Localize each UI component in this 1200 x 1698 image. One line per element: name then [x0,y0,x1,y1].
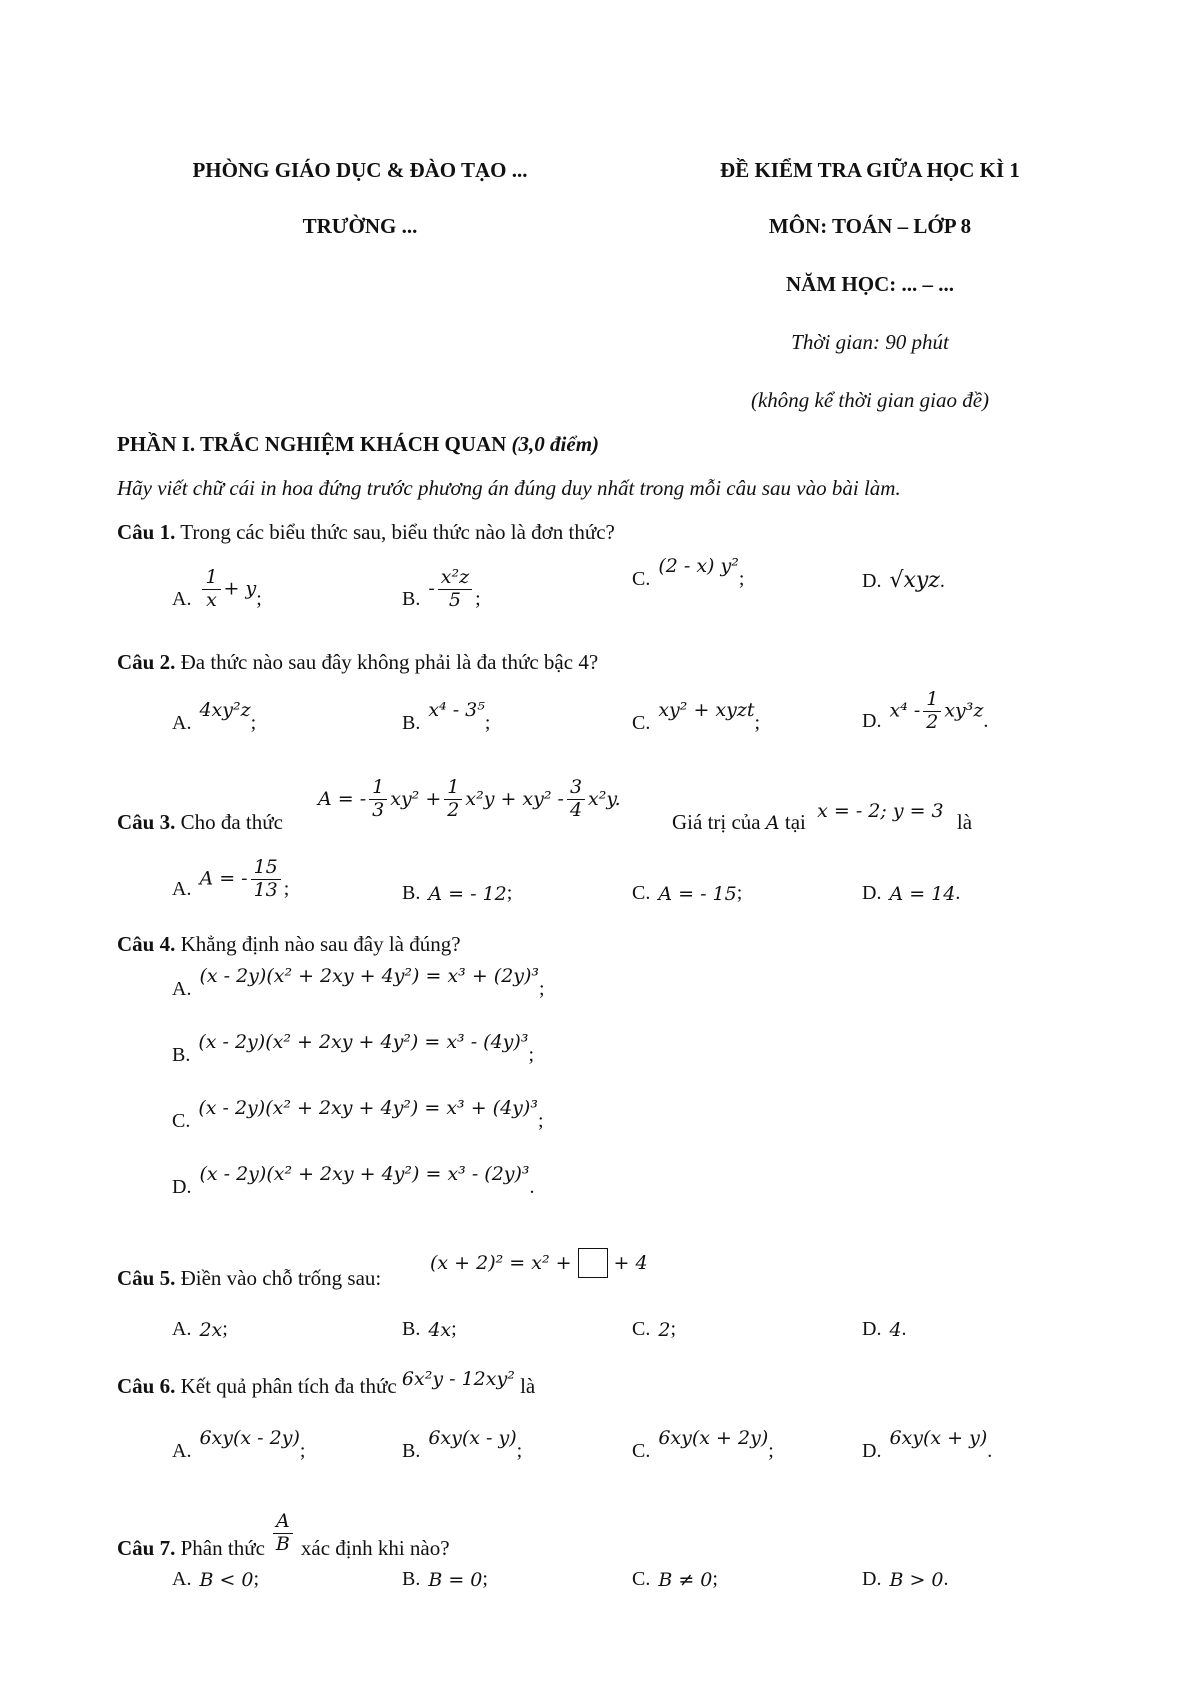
question-1: Câu 1. Trong các biểu thức sau, biểu thức nào là đơn thức? [117,520,615,544]
blank-box[interactable] [578,1248,608,1278]
q5-option-a[interactable]: A. 2x ; [172,1318,228,1341]
q6-option-b[interactable]: B. 6xy(x - y) ; [402,1427,523,1462]
q6-option-c[interactable]: C. 6xy(x + 2y) ; [632,1427,774,1462]
q3-option-a[interactable]: A. A = - $\frac{15}{13}$ ; [172,856,290,901]
q2-option-d[interactable]: D. x⁴ - $\frac{1}{2}$ xy³z . [862,688,989,733]
q1-option-d[interactable]: D. √xyz . [862,568,945,593]
q3-condition: Giá trị của A tại x = - 2; y = 3 là [672,800,973,834]
question-2: Câu 2. Đa thức nào sau đây không phải là đa thức bậc 4? [117,650,599,674]
q7-option-b[interactable]: B. B = 0 ; [402,1568,488,1591]
q6-option-a[interactable]: A. 6xy(x - 2y) ; [172,1427,306,1462]
school-name: TRƯỜNG ... [302,214,418,238]
q1-option-c[interactable]: C. (2 - x) y² ; [632,555,745,590]
question-5: Câu 5. Điền vào chỗ trống sau: [117,1266,382,1290]
exam-title: ĐỀ KIỂM TRA GIỮA HỌC KÌ 1 [720,158,1020,182]
time-note: (không kể thời gian giao đề) [750,388,990,412]
q3-polynomial: A = - 1 3 xy² + $\frac{1}{2}$ x²y + xy² - 3 4 x²y. [318,776,621,821]
question-7: Câu 7. Phân thức A B xác định khi nào? [117,1510,450,1560]
q4-option-c[interactable]: C. (x - 2y)(x² + 2xy + 4y²) = x³ + (4y)³ ; [172,1097,544,1132]
school-year: NĂM HỌC: ... – ... [786,272,954,296]
q5-option-b[interactable]: B. 4x ; [402,1318,457,1341]
subject: MÔN: TOÁN – LỚP 8 [768,214,972,238]
q2-option-b[interactable]: B. x⁴ - 3⁵ ; [402,699,491,734]
q2-option-a[interactable]: A. 4xy²z ; [172,699,257,734]
q3-option-b[interactable]: B. A = - 12 ; [402,882,513,905]
q7-option-a[interactable]: A. B < 0 ; [172,1568,260,1591]
section-title: PHẦN I. TRẮC NGHIỆM KHÁCH QUAN (3,0 điểm) [117,432,600,456]
q3-option-d[interactable]: D. A = 14 . [862,882,961,905]
q4-option-a[interactable]: A. (x - 2y)(x² + 2xy + 4y²) = x³ + (2y)³ ; [172,965,545,1000]
q7-option-c[interactable]: C. B ≠ 0 ; [632,1568,718,1591]
q7-option-d[interactable]: D. B > 0 . [862,1568,949,1591]
q5-formula: (x + 2)² = x² + + 4 [430,1248,648,1278]
question-4: Câu 4. Khẳng định nào sau đây là đúng? [117,932,461,956]
q3-option-c[interactable]: C. A = - 15 ; [632,882,743,905]
q2-option-c[interactable]: C. xy² + xyzt ; [632,699,761,734]
question-6: Câu 6. Kết quả phân tích đa thức 6x²y - 12xy² là [117,1368,536,1398]
q4-option-d[interactable]: D. (x - 2y)(x² + 2xy + 4y²) = x³ - (2y)³ . [172,1163,535,1198]
section-instruction: Hãy viết chữ cái in hoa đứng trước phương án đúng duy nhất trong mỗi câu sau vào bài làm. [117,476,901,500]
q5-option-d[interactable]: D. 4 . [862,1318,907,1341]
q6-option-d[interactable]: D. 6xy(x + y) . [862,1427,993,1462]
department-name: PHÒNG GIÁO DỤC & ĐÀO TẠO ... [192,158,528,182]
q4-option-b[interactable]: B. (x - 2y)(x² + 2xy + 4y²) = x³ - (4y)³ ; [172,1031,534,1066]
q1-option-a[interactable]: A. $\frac{1}{x}$ + y ; [172,566,262,611]
q5-option-c[interactable]: C. 2 ; [632,1318,676,1341]
exam-time: Thời gian: 90 phút [791,330,949,354]
q1-option-b[interactable]: B. - $\frac{\text{x²z}}{5}$ ; [402,566,481,611]
question-3-label: Câu 3. Cho đa thức [117,810,283,834]
